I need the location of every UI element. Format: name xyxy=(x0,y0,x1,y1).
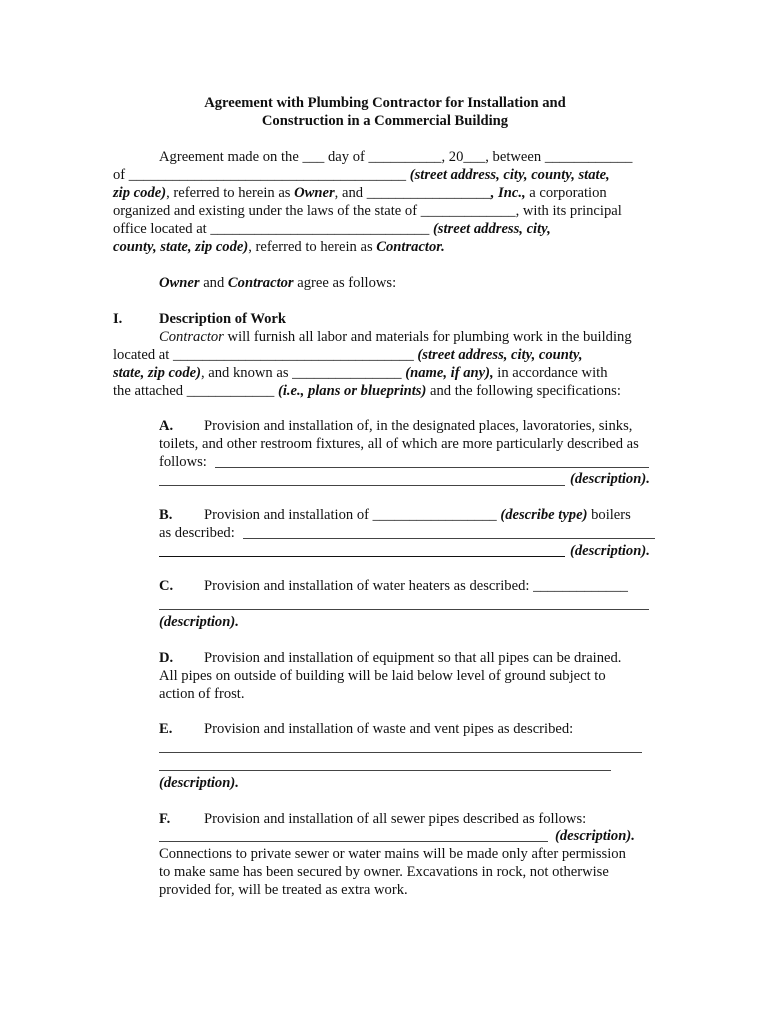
document-title-line-1: Agreement with Plumbing Contractor for Installation and xyxy=(204,95,566,111)
item-e-blank-2[interactable] xyxy=(159,770,611,771)
intro-line-5: office located at ______________________________ (street address, city, xyxy=(113,221,551,237)
item-f-line-5: provided for, will be treated as extra work. xyxy=(159,882,408,898)
section-line-2: located at _________________________________ (street address, city, county, xyxy=(113,347,583,363)
item-b-blank-1[interactable] xyxy=(243,538,655,539)
item-f-letter: F. xyxy=(159,811,171,827)
intro-line-4: organized and existing under the laws of the state of _____________, with its principal xyxy=(113,203,622,219)
item-b-line-2: as described: xyxy=(159,525,235,541)
intro-line-3: zip code), referred to herein as Owner, and _________________, Inc., a corporation xyxy=(113,185,607,201)
item-f-blank[interactable] xyxy=(159,841,548,842)
item-b-line-1: Provision and installation of _________________ (describe type) boilers xyxy=(204,507,631,523)
intro-line-1: Agreement made on the ___ day of __________, 20___, between ____________ xyxy=(159,149,633,165)
item-e-line-1: Provision and installation of waste and vent pipes as described: xyxy=(204,721,574,737)
item-f-line-3: Connections to private sewer or water mains will be made only after permission xyxy=(159,846,626,862)
item-a-blank-1[interactable] xyxy=(215,467,649,468)
agreement-statement: Owner and Contractor agree as follows: xyxy=(159,275,397,291)
item-d-line-1: Provision and installation of equipment so that all pipes can be drained. xyxy=(204,650,622,666)
item-f-line-1: Provision and installation of all sewer pipes described as follows: xyxy=(204,811,587,827)
item-c-blank[interactable] xyxy=(159,609,649,610)
item-f-description: (description). xyxy=(555,828,635,844)
item-a-line-1: Provision and installation of, in the designated places, lavoratories, sinks, xyxy=(204,418,633,434)
item-a-line-2: toilets, and other restroom fixtures, all of which are more particularly described as xyxy=(159,436,639,452)
item-d-line-2: All pipes on outside of building will be laid below level of ground subject to xyxy=(159,668,606,684)
item-a-line-3: follows: xyxy=(159,454,207,470)
item-c-letter: C. xyxy=(159,578,174,594)
section-line-3: state, zip code), and known as _______________ (name, if any), in accordance with xyxy=(113,365,608,381)
item-d-line-3: action of frost. xyxy=(159,686,245,702)
item-d-letter: D. xyxy=(159,650,174,666)
section-numeral: I. xyxy=(113,311,123,327)
item-a-blank-2[interactable] xyxy=(159,485,565,486)
intro-line-2: of ______________________________________ (street address, city, county, state, xyxy=(113,167,610,183)
item-c-line-1: Provision and installation of water heaters as described: _____________ xyxy=(204,578,628,594)
item-b-blank-2[interactable] xyxy=(159,556,565,557)
item-e-letter: E. xyxy=(159,721,173,737)
section-line-4: the attached ____________ (i.e., plans or blueprints) and the following specifications: xyxy=(113,383,621,399)
intro-line-6: county, state, zip code), referred to herein as Contractor. xyxy=(113,239,445,255)
item-e-blank-1[interactable] xyxy=(159,752,642,753)
section-line-1: Contractor will furnish all labor and materials for plumbing work in the building xyxy=(159,329,632,345)
section-heading: Description of Work xyxy=(159,311,287,327)
document-title-line-2: Construction in a Commercial Building xyxy=(261,113,509,129)
item-b-description: (description). xyxy=(570,543,650,559)
item-a-description: (description). xyxy=(570,471,650,487)
item-f-line-4: to make same has been secured by owner. Excavations in rock, not otherwise xyxy=(159,864,609,880)
item-a-letter: A. xyxy=(159,418,174,434)
item-b-letter: B. xyxy=(159,507,173,523)
item-c-description: (description). xyxy=(159,614,239,630)
item-e-description: (description). xyxy=(159,775,239,791)
